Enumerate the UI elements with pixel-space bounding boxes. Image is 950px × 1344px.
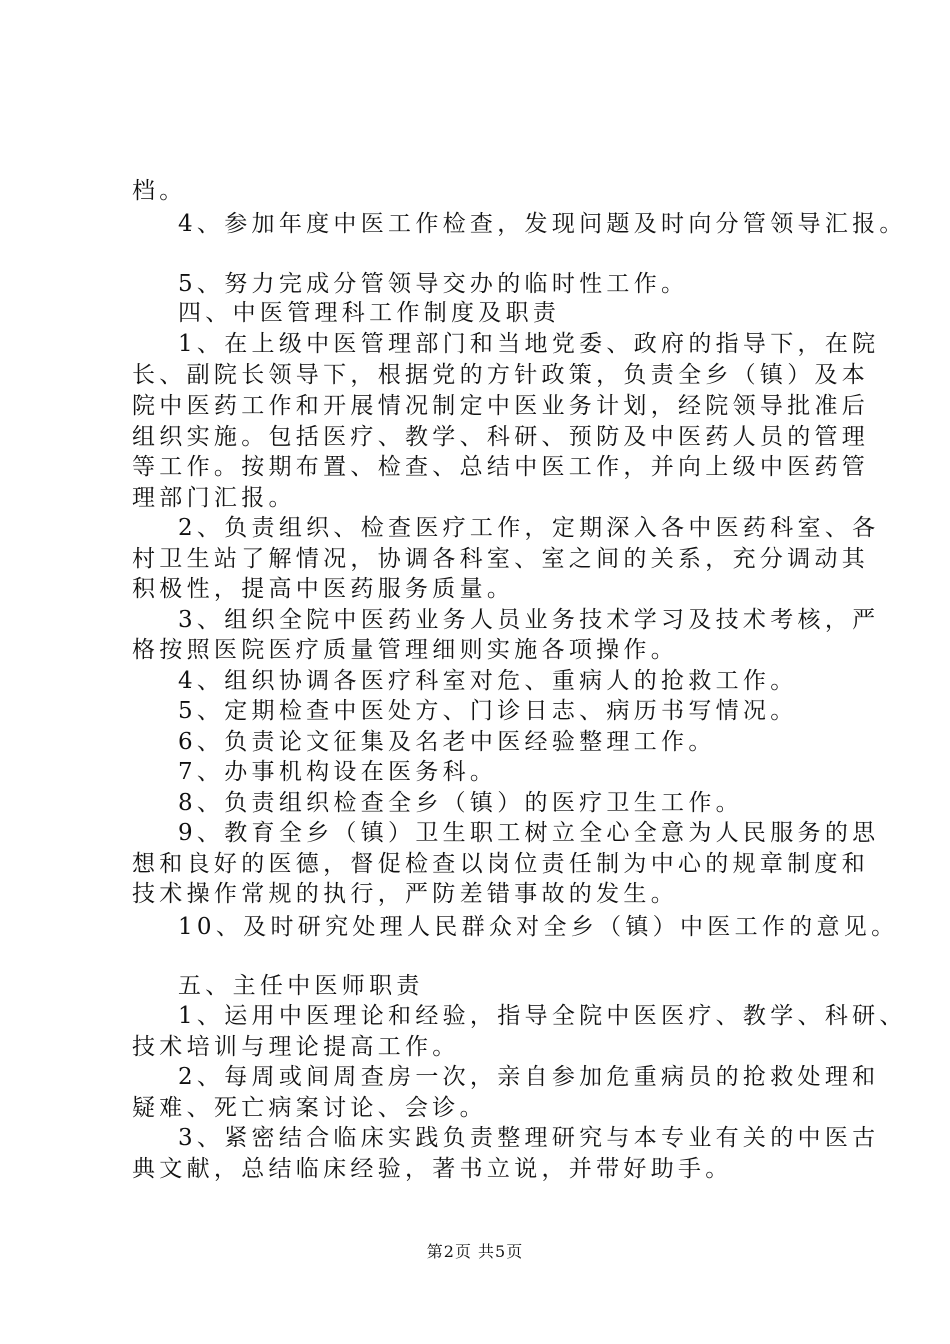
text-line: 4、组织协调各医疗科室对危、重病人的抢救工作。 [178, 668, 798, 694]
text-line: 3、组织全院中医药业务人员业务技术学习及技术考核，严 [178, 607, 880, 633]
text-line: 组织实施。包括医疗、教学、科研、预防及中医药人员的管理 [132, 424, 870, 450]
text-line: 院中医药工作和开展情况制定中医业务计划，经院领导批准后 [132, 393, 870, 419]
text-line: 村卫生站了解情况，协调各科室、室之间的关系，充分调动其 [132, 546, 870, 572]
text-line: 1、在上级中医管理部门和当地党委、政府的指导下，在院 [178, 331, 880, 357]
text-line: 理部门汇报。 [132, 485, 296, 511]
text-line: 5、努力完成分管领导交办的临时性工作。 [178, 271, 689, 297]
text-line: 1、运用中医理论和经验，指导全院中医医疗、教学、科研、 [178, 1003, 907, 1029]
text-line: 9、教育全乡（镇）卫生职工树立全心全意为人民服务的思 [178, 820, 880, 846]
page-number-footer: 第2页 共5页 [426, 1242, 524, 1261]
text-line: 积极性，提高中医药服务质量。 [132, 576, 515, 602]
text-line: 2、每周或间周查房一次，亲自参加危重病员的抢救处理和 [178, 1064, 880, 1090]
text-line: 疑难、死亡病案讨论、会诊。 [132, 1095, 487, 1121]
text-line: 想和良好的医德，督促检查以岗位责任制为中心的规章制度和 [132, 851, 870, 877]
text-line: 技术培训与理论提高工作。 [132, 1034, 460, 1060]
text-line: 档。 [132, 178, 187, 204]
text-line: 4、参加年度中医工作检查，发现问题及时向分管领导汇报。 [178, 211, 907, 237]
text-line: 技术操作常规的执行，严防差错事故的发生。 [132, 881, 678, 907]
text-line: 3、紧密结合临床实践负责整理研究与本专业有关的中医古 [178, 1125, 880, 1151]
text-line: 7、办事机构设在医务科。 [178, 759, 498, 785]
section-heading: 四、中医管理科工作制度及职责 [178, 300, 561, 326]
text-line: 2、负责组织、检查医疗工作，定期深入各中医药科室、各 [178, 515, 880, 541]
text-line: 长、副院长领导下，根据党的方针政策，负责全乡（镇）及本 [132, 362, 870, 388]
text-line: 8、负责组织检查全乡（镇）的医疗卫生工作。 [178, 790, 743, 816]
text-line: 格按照医院医疗质量管理细则实施各项操作。 [132, 637, 678, 663]
text-line: 10、及时研究处理人民群众对全乡（镇）中医工作的意见。 [178, 914, 899, 940]
text-line: 6、负责论文征集及名老中医经验整理工作。 [178, 729, 716, 755]
section-heading: 五、主任中医师职责 [178, 973, 424, 999]
text-line: 等工作。按期布置、检查、总结中医工作，并向上级中医药管 [132, 454, 870, 480]
text-line: 5、定期检查中医处方、门诊日志、病历书写情况。 [178, 698, 798, 724]
text-line: 典文献，总结临床经验，著书立说，并带好助手。 [132, 1156, 733, 1182]
